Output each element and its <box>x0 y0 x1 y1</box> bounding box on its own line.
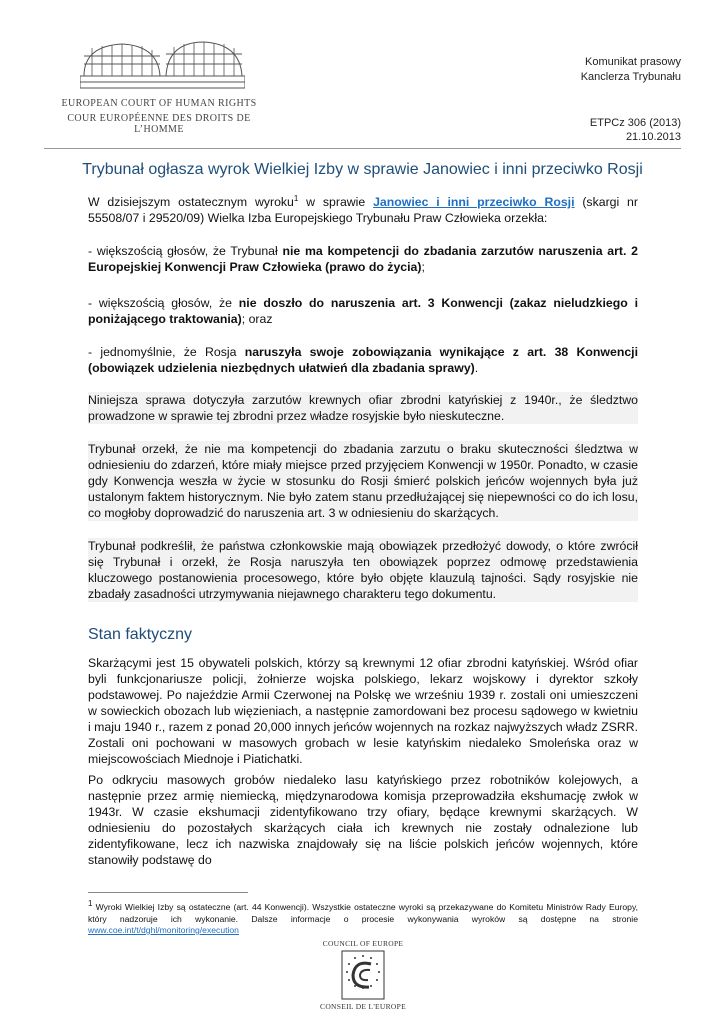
page-title: Trybunał ogłasza wyrok Wielkiej Izby w sprawie Janowiec i inni przeciwko Rosji <box>82 161 643 178</box>
ruling-item: - jednomyślnie, że Rosja naruszyła swoje zobowiązania wynikające z art. 38 Konwencji (obowiązek udzielenia niezbędnych ułatwień dla zbadania sprawy). <box>88 345 638 375</box>
facts-paragraph: Po odkryciu masowych grobów niedaleko lasu katyńskiego przez robotników kolejowych, a następnie przez armię niemiecką, międzynarodowa komisja przeprowadziła ekshumację zwłok w 1943r. W czasie ekshumacji zidentyfikowano trzy ofiary, będące krewnymi skarżących. W odniesieniu do pozostałych skarżących ciała ich krewnych nie zostały odnalezione lub zidentyfikowane, lecz ich nazwiska znajdowały się na liście polskich jeńców wojennych, które stanowiły podstawę do <box>88 773 638 867</box>
press-release-label: Komunikat prasowy <box>585 56 681 68</box>
summary-paragraph: Niniejsza sprawa dotyczyła zarzutów krewnych ofiar zbrodni katyńskiej z 1940r., że śledztwo prowadzone w sprawie tej zbrodni przez władze rosyjskie było nieskuteczne. <box>88 393 638 423</box>
summary-paragraph: Trybunał podkreślił, że państwa członkowskie mają obowiązek przedłożyć dowody, o które zwrócił się Trybunał i orzekł, że Rosja naruszyła ten obowiązek poprzez odmowę przedstawienia kluczowego postanowienia procesowego, które było objęte klauzulą tajności. Sądy rosyjskie nie zbadały zasadności utrzymywania niejawnego charakteru tego dokumentu. <box>88 539 638 601</box>
footnote: $^1$ Wyroki Wielkiej Izby są ostateczne (art. 44 Konwencji). Wszystkie ostateczne wyroki są przekazywane do Komitetu Ministrów Rady Europy, który nadzoruje ich wykonanie. Dalsze informacje o procesie wykonywania wyroków są dostępne na stronie www.coe.int/t/dghl/monitoring/execution <box>88 899 638 935</box>
execution-link[interactable]: www.coe.int/t/dghl/monitoring/execution <box>88 925 239 935</box>
footnote-divider <box>88 892 248 893</box>
council-name-fr: CONSEIL DE L'EUROPE <box>320 1002 406 1011</box>
court-name-fr: COUR EUROPÉENNE DES DROITS DE L’HOMME <box>67 113 251 135</box>
court-name-en: EUROPEAN COURT OF HUMAN RIGHTS <box>61 98 257 109</box>
council-name-en: COUNCIL OF EUROPE <box>322 939 404 948</box>
facts-paragraph: Skarżącymi jest 15 obywateli polskich, którzy są krewnymi 12 ofiar zbrodni katyńskiej. Wśród ofiar byli funkcjonariusze policji, żołnierze wojska polskiego, lekarz wojskowy i dyrektor szkoły podstawowej. Po najeździe Armii Czerwonej na Polskę we wrześniu 1939 r. zostali oni umieszczeni w sowieckich obozach lub więzieniach, a następnie zamordowani bez procesu sądowego w kwietniu i maju 1940 r., razem z ponad 20,000 innych jeńców wojennych na rozkaz najwyższych władz ZSRR. Zostali oni pochowani w masowych grobach w lesie katyńskim niedaleko Smoleńska oraz w miejscowościach Miednoje i Piatichatki. <box>88 656 638 766</box>
section-heading: Stan faktyczny <box>88 626 193 643</box>
ruling-item: - większością głosów, że Trybunał nie ma kompetencji do zbadania zarzutów naruszenia art. 2 Europejskiej Konwencji Praw Człowieka (prawo do życia); <box>88 244 638 274</box>
release-date: 21.10.2013 <box>625 131 681 143</box>
summary-paragraph: Trybunał orzekł, że nie ma kompetencji do zbadania zarzutu o braku skuteczności śledztwa w odniesieniu do zdarzeń, które miały miejsce przed przyjęciem Konwencji w 1950r. Ponadto, w czasie gdy Konwencja weszła w życie w stosunku do Rosji śmierć polskich jeńców wojennych była już ustalonym faktem historycznym. Nie było zatem stanu przedłużającej się niepewności co do ich losu, co mogłoby doprowadzić do naruszenia art. 3 w odniesieniu do skarżących. <box>88 442 638 520</box>
footnote-marker[interactable]: 1 <box>293 193 299 203</box>
intro-paragraph: W dzisiejszym ostatecznym wyroku$^1$ w sprawie Janowiec i inni przeciwko Rosji (skargi nr 55508/07 i 29520/09) Wielka Izba Europejskiego Trybunału Praw Człowieka orzekła: <box>88 193 638 225</box>
council-of-europe-icon <box>341 950 385 1000</box>
header-divider <box>44 148 681 149</box>
reference-number: ETPCz 306 (2013) <box>589 117 681 129</box>
case-link[interactable]: Janowiec i inni przeciwko Rosji <box>373 195 575 209</box>
ruling-item: - większością głosów, że nie doszło do naruszenia art. 3 Konwencji (zakaz nieludzkiego i poniżającego traktowania); oraz <box>88 296 638 326</box>
registrar-label: Kanclerza Trybunału <box>580 71 681 83</box>
court-building-icon <box>80 38 245 94</box>
